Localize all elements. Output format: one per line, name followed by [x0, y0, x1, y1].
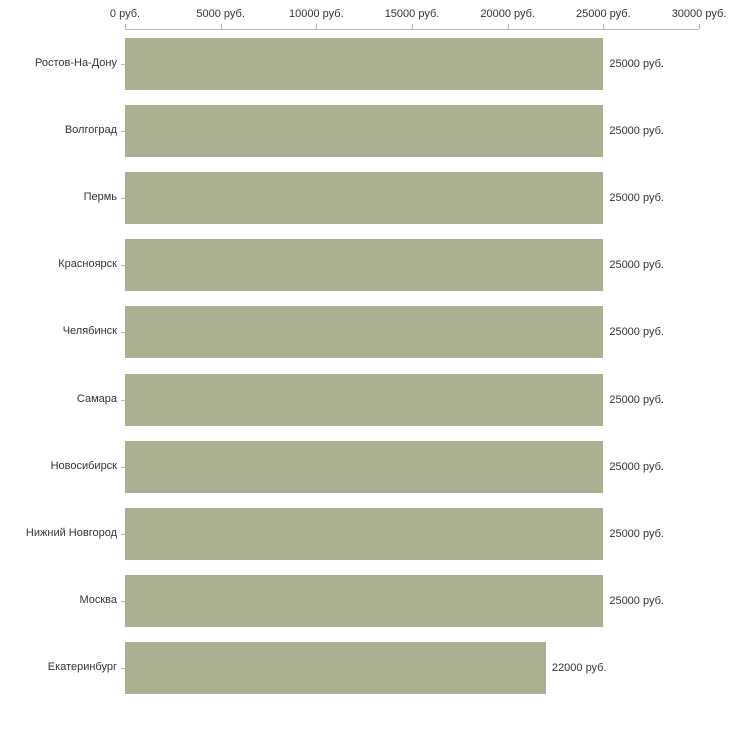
bar[interactable]	[125, 306, 603, 358]
bar-value-label: 25000 руб.	[609, 326, 664, 339]
bar-row	[125, 30, 699, 97]
bar-row	[125, 97, 699, 164]
bar[interactable]	[125, 38, 603, 90]
bar[interactable]	[125, 575, 603, 627]
category-label: Самара	[76, 392, 117, 405]
bar-row	[125, 366, 699, 433]
x-tick-label: 0 руб.	[109, 8, 141, 20]
x-tick-label: 30000 руб.	[671, 8, 727, 20]
bar-row	[125, 164, 699, 231]
x-tick-label: 25000 руб.	[576, 8, 631, 20]
x-tick	[125, 24, 126, 29]
x-tick-label: 20000 руб.	[480, 8, 535, 20]
x-tick	[508, 24, 509, 29]
bar-value-label: 25000 руб.	[609, 57, 664, 70]
bar[interactable]	[125, 374, 603, 426]
x-axis	[0, 0, 730, 30]
bar-value-label: 25000 руб.	[609, 527, 664, 540]
bar-row	[125, 433, 699, 500]
category-label: Екатеринбург	[47, 661, 117, 674]
x-tick-label: 10000 руб.	[289, 8, 344, 20]
bar-value-label: 25000 руб.	[609, 191, 664, 204]
category-label: Волгоград	[64, 123, 117, 136]
bar-row	[125, 232, 699, 299]
bar-row	[125, 299, 699, 366]
x-tick-label: 5000 руб.	[196, 8, 245, 20]
category-label: Челябинск	[62, 325, 117, 338]
bar[interactable]	[125, 508, 603, 560]
x-tick	[603, 24, 604, 29]
bar[interactable]	[125, 105, 603, 157]
bar[interactable]	[125, 642, 546, 694]
plot-area	[125, 30, 699, 702]
bar-value-label: 25000 руб.	[609, 595, 664, 608]
x-tick	[699, 24, 700, 29]
x-tick	[412, 24, 413, 29]
category-label: Новосибирск	[50, 459, 117, 472]
bar-value-label: 22000 руб.	[551, 662, 607, 675]
bar-value-label: 25000 руб.	[609, 124, 664, 137]
bar-value-label: 25000 руб.	[609, 393, 664, 406]
bar-value-label: 25000 руб.	[609, 259, 664, 272]
x-tick	[316, 24, 317, 29]
category-label: Пермь	[83, 191, 117, 203]
category-label: Москва	[79, 594, 117, 607]
category-label: Красноярск	[58, 258, 117, 271]
bar[interactable]	[125, 172, 603, 224]
bar[interactable]	[125, 239, 603, 291]
x-tick	[221, 24, 222, 29]
x-tick-label: 15000 руб.	[384, 8, 440, 20]
category-label: Нижний Новгород	[25, 527, 117, 539]
bar[interactable]	[125, 441, 603, 493]
bar-row	[125, 635, 699, 702]
bar-row	[125, 568, 699, 635]
bar-value-label: 25000 руб.	[609, 460, 664, 473]
category-label: Ростов-На-Дону	[34, 56, 117, 69]
bar-row	[125, 500, 699, 567]
